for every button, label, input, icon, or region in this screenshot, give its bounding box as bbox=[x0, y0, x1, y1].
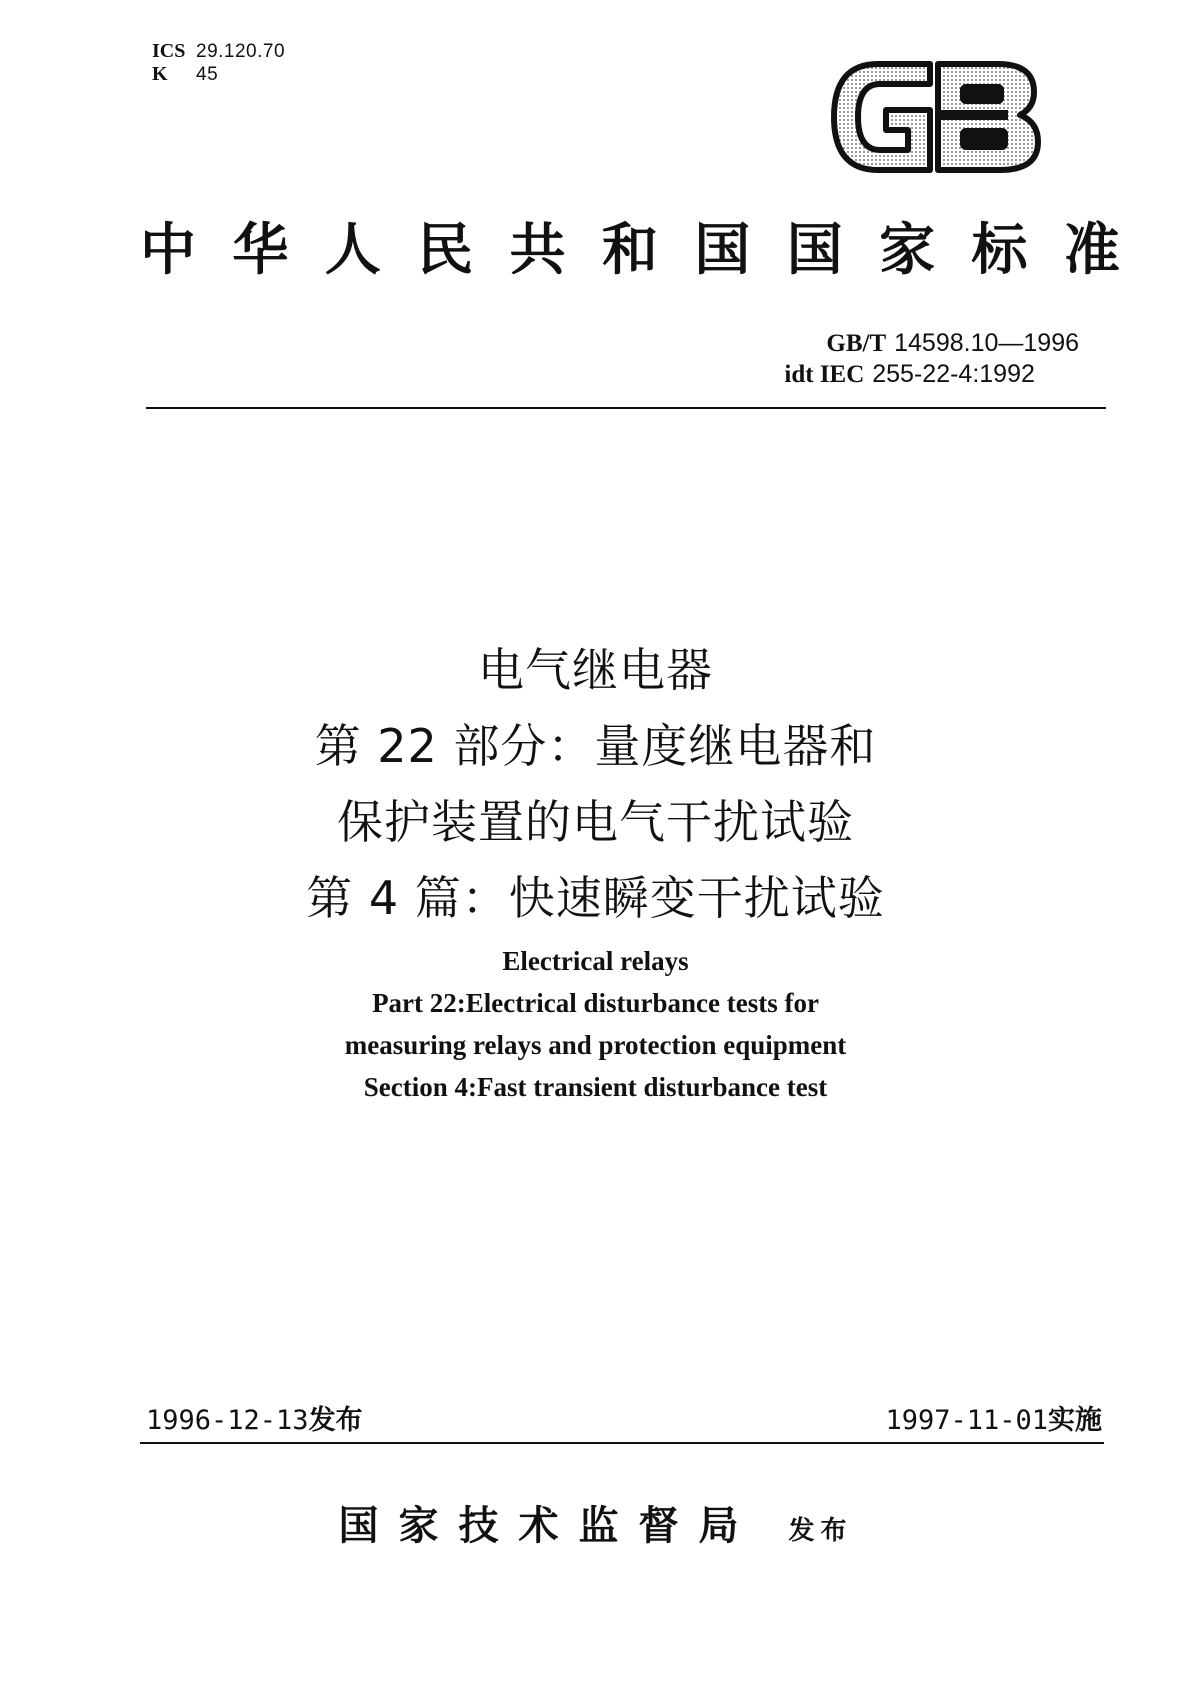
title-en-line: Section 4:Fast transient disturbance test bbox=[363, 1072, 828, 1102]
heading-char: 国 bbox=[786, 217, 843, 283]
heading-char: 准 bbox=[1063, 217, 1120, 283]
standard-number bbox=[784, 328, 1079, 390]
heading-char: 共 bbox=[509, 217, 566, 283]
issue-date bbox=[146, 1404, 363, 1438]
ics-row bbox=[152, 40, 285, 63]
heading-char: 民 bbox=[417, 217, 474, 283]
issue-date-value: 1996-12-13 bbox=[146, 1405, 309, 1436]
idt-prefix: idt IEC bbox=[784, 361, 865, 388]
issue-date-label: 发布 bbox=[308, 1405, 363, 1436]
issuing-agency: 国家技术监督局 bbox=[338, 1502, 759, 1549]
standard-code-number: 14598.10—1996 bbox=[894, 329, 1079, 357]
idt-number: 255-22-4:1992 bbox=[872, 360, 1035, 388]
standard-code-prefix: GB/T bbox=[826, 330, 887, 357]
header-divider bbox=[146, 407, 1106, 409]
ccs-value: 45 bbox=[196, 64, 219, 85]
title-cn-line: 第 22 部分：量度继电器和 bbox=[314, 719, 877, 773]
heading-char: 家 bbox=[879, 217, 936, 283]
title-cn-line: 保护装置的电气干扰试验 bbox=[337, 795, 854, 849]
heading-char: 华 bbox=[232, 217, 289, 283]
implementation-date-value: 1997-11-01 bbox=[885, 1405, 1048, 1436]
issuer bbox=[0, 1494, 1191, 1551]
implementation-date-label: 实施 bbox=[1048, 1405, 1102, 1436]
title-cn-line: 第 4 篇：快速瞬变干扰试验 bbox=[306, 871, 885, 925]
ics-value: 29.120.70 bbox=[196, 41, 286, 62]
heading-char: 人 bbox=[324, 217, 381, 283]
ics-label: ICS bbox=[152, 40, 186, 62]
classification-codes bbox=[152, 40, 285, 86]
publish-label: 发布 bbox=[788, 1516, 853, 1546]
implementation-date bbox=[885, 1404, 1102, 1438]
dates-row bbox=[146, 1404, 1102, 1440]
title-en-line: measuring relays and protection equipment bbox=[344, 1030, 847, 1060]
gb-logo bbox=[830, 58, 1042, 176]
idt-reference bbox=[784, 359, 1079, 390]
title-en-line: Part 22:Electrical disturbance tests for bbox=[372, 988, 819, 1018]
heading-char: 和 bbox=[601, 217, 658, 283]
heading-char: 标 bbox=[971, 217, 1028, 283]
ccs-row bbox=[152, 63, 285, 86]
ccs-label: K bbox=[152, 63, 168, 85]
heading-char: 国 bbox=[694, 217, 751, 283]
title-cn-line: 电气继电器 bbox=[478, 643, 713, 697]
footer-divider bbox=[140, 1442, 1104, 1444]
title-chinese bbox=[0, 632, 1191, 936]
title-en-line: Electrical relays bbox=[502, 946, 689, 976]
national-standard-heading bbox=[140, 215, 1120, 285]
title-english bbox=[0, 940, 1191, 1108]
standard-code bbox=[784, 328, 1079, 359]
heading-char: 中 bbox=[140, 217, 196, 283]
